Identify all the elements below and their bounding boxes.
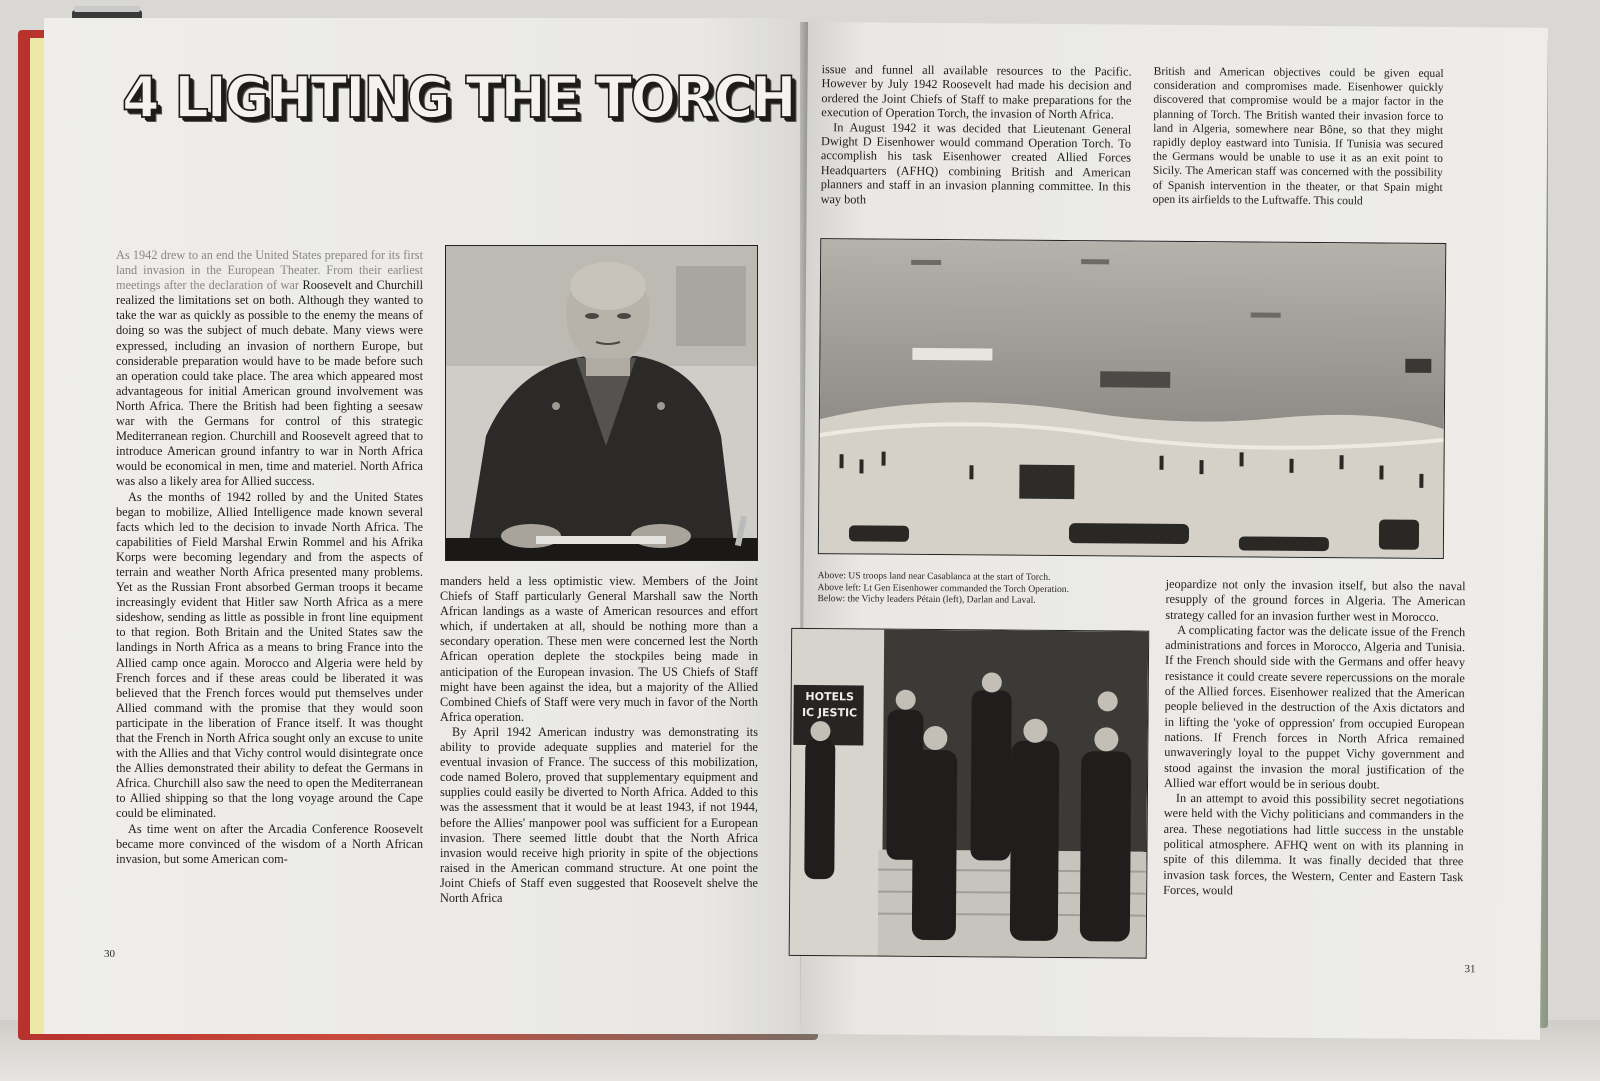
page-number: 30 <box>104 948 115 960</box>
paragraph: In an attempt to avoid this possibility secret negotiations were held with the Vichy politicians and commanders in the area. These negotiations had little success in the unstable political atmosphere. AFHQ went on with its planning in spite of this dilemma. It was finally decided that three invasion task forces, the Western, Center and Eastern Task Forces, would <box>1163 791 1464 898</box>
caption-above-left: Above left: Lt Gen Eisenhower commanded the Torch Operation. <box>817 581 1070 595</box>
opening-text-faded: As 1942 drew to an end the United States prepared for its first land invasion in the European Theater. From their earliest meetings after the declaration of war <box>116 248 423 293</box>
left-page <box>44 18 814 1034</box>
paragraph: Roosevelt and Churchill realized the limitations set on both. Although they wanted to take the war as quickly as possible to the enemy the means of doing so was the subject of much debate. Many views were expressed, including an invasion of northern Europe, but considerable preparation would have to be made before such an operation could take place. The area which appeared most advantageous for initial American ground involvement was North Africa. There the British had been fighting a seesaw war with the Germans for control of this strategic Mediterranean region. Churchill and Roosevelt agreed that to introduce American ground infantry to war in North Africa would be economical in men, time and materiel. North Africa was also a likely area for Allied success. <box>116 278 423 489</box>
photo-captions <box>817 570 1147 607</box>
paragraph: In August 1942 it was decided that Lieutenant General Dwight D Eisenhower would command Operation Torch. To accomplish his task Eisenhower created Allied Forces Headquarters (AFHQ) combining British and American planners and staff in an invasion planning committee. In this way both <box>820 119 1132 207</box>
right-top-column-2 <box>1153 65 1444 209</box>
page-number: 31 <box>1464 963 1476 976</box>
paragraph: jeopardize not only the invasion itself, but also the naval resupply of the ground forces in Algeria. The American strategy called for an invasion further west in Morocco. <box>1165 576 1466 624</box>
paragraph: As the months of 1942 rolled by and the United States began to mobilize, Allied Intelligence made known several facts which led to the decision to invade North Africa. The capabilities of Field Marshal Erwin Rommel and his Afrika Korps were becoming legendary and from the aspects of terrain and weather North Africa presented many problems. Yet as the Russian Front absorbed German troops it became increasingly evident that Hitler saw North Africa as a mere sideshow, sending as little as possible in front line equipment to that region. Both Britain and the United States saw the landings in North Africa as a means to bring France into the Allied camp once again. Morocco and Algeria were held by French forces and if these areas could be liberated it was believed that the French forces would put themselves under Allied command with the promise that they would soon participate in the liberation of France itself. It was thought that the French in North Africa sought only an excuse to unite with the Allies and that Vichy control would disintegrate once the Allies demonstrated their ability to defeat the Germans in Africa. Churchill also saw the need to open the Mediterranean to Allied shipping so that the long voyage around the Cape could be eliminated. <box>116 489 423 821</box>
landing-photo <box>818 238 1446 559</box>
paragraph: By April 1942 American industry was demonstrating its ability to provide adequate supplies and materiel for the eventual invasion of France. The success of this mobilization, code named Bolero, proved that supplementary equipment and supplies could easily be diverted to North Africa. Added to this was the assessment that it would be at least 1943, if not 1944, before the Allies' manpower pool was sufficient for a European invasion. There seemed little doubt that the North Africa invasion would receive high priority in spite of the objections raised in the American command structure. At one point the Joint Chiefs of Staff even suggested that Roosevelt shelve the North Africa <box>440 724 758 905</box>
eisenhower-photo <box>445 245 758 561</box>
hotel-sign-line-2: IC JESTIC <box>801 705 858 720</box>
chapter-title: 4 LIGHTING THE TORCH <box>122 64 795 131</box>
right-top-column-1 <box>821 62 1132 208</box>
paragraph: issue and funnel all available resources to the Pacific. However by July 1942 Roosevelt had made his decision and ordered the Joint Chiefs of Staff to make preparations for the execution of Operation Torch, the invasion of North Africa. <box>821 62 1132 122</box>
hotel-sign-line-1: HOTELS <box>805 690 855 704</box>
caption-above: Above: US troops land near Casablanca at the start of Torch. <box>817 570 1051 583</box>
left-column-1 <box>116 248 423 867</box>
paragraph: As time went on after the Arcadia Conference Roosevelt became more convinced of the wisdom of a North African invasion, but some American com- <box>116 821 423 866</box>
caption-below: Below: the Vichy leaders Pétain (left), Darlan and Laval. <box>817 593 1036 606</box>
hotel-sign <box>798 689 862 722</box>
right-bottom-column <box>1163 577 1466 901</box>
paragraph: A complicating factor was the delicate issue of the French administrations and forces in Morocco, Algeria and Tunisia. If the French should side with the Germans and offer heavy resistance it could create severe repercussions on the morale of the Allied forces. Eisenhower realized that the American people believed in the destruction of the Axis dictators and in lifting the 'yoke of oppression' from occupied European nations. If French forces in North Africa remained unwaveringly loyal to the puppet Vichy government and stood against the invasion the moral justification of the Allied war effort would be in serious doubt. <box>1163 622 1466 792</box>
paragraph: British and American objectives could be given equal consideration and compromises made. Eisenhower quickly discovered that compromise would be a major factor in the planning of Torch. The British wanted their invasion force to land in Algeria, somewhere near Bône, so that they might rapidly deploy eastward into Tunisia. If Tunisia was secured the Germans would be unable to use it as an exit point to Sicily. The American staff was concerned with the possibility of Spanish intervention in the theater, or that Spain might open its airfields to the Luftwaffe. This could <box>1152 64 1444 208</box>
right-page <box>800 22 1548 1040</box>
vichy-leaders-photo <box>789 628 1150 959</box>
left-column-2 <box>440 574 758 906</box>
paragraph: manders held a less optimistic view. Members of the Joint Chiefs of Staff particularly General Marshall saw the North African landings as a waste of American resources and effort which, if undertaken at all, should be nothing more than a secondary operation. These men were concerned lest the North African operation deplete the stockpiles being made in anticipation of the European invasion. The US Chiefs of Staff might have been against the idea, but a majority of the Allied Combined Chiefs of Staff were very much in favor of the North Africa operation. <box>440 574 758 724</box>
